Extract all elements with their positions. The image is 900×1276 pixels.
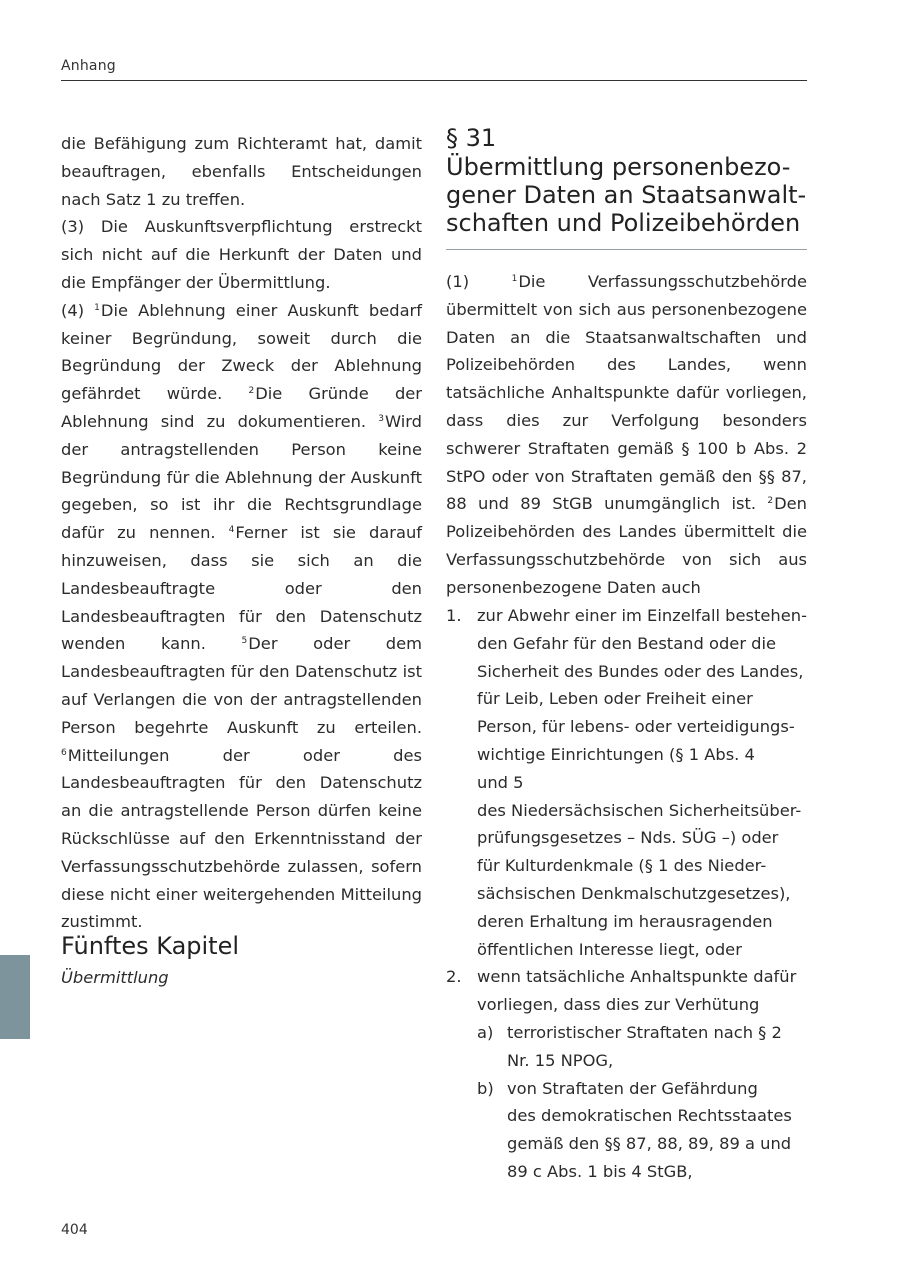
sub-list-item-line: gemäß den §§ 87, 88, 89, 89 a und [507,1134,792,1154]
list-item-line: wenn tatsächliche Anhaltspunkte dafür [477,967,797,987]
list-item-line: für Kulturdenkmale (§ 1 des Nieder- [477,856,767,876]
section-rule [446,249,807,250]
sub-list-item-letter: a) [477,1022,494,1042]
list-item-line: deren Erhaltung im herausragenden [477,911,773,931]
sub-list-item-line: des demokratischen Rechtsstaates [507,1106,792,1126]
list-item-line: Person, für lebens- oder verteidigungs- [477,717,795,737]
sub-list-item [477,1019,807,1075]
list-item-line: prüfungsgesetzes – Nds. SÜG –) oder [477,828,779,848]
list-item-line: zur Abwehr einer im Einzelfall bestehen- [477,606,807,625]
list-item-number: 2. [446,967,462,987]
sub-list-item-line: 89 c Abs. 1 bis 4 StGB, [507,1161,693,1181]
list-item-number: 1. [446,606,462,625]
list-item-line: und 5 [477,772,524,792]
list-item-line: vorliegen, dass dies zur Verhütung [477,995,760,1015]
chapter-title: Fünftes Kapitel [61,932,240,960]
chapter-subtitle: Übermittlung [61,968,169,987]
list-item-line: wichtige Einrichtungen (§ 1 Abs. 4 [477,744,755,764]
chapter-thumb-tab [0,955,30,1039]
list-item-line: Sicherheit des Bundes oder des Landes, [477,661,804,681]
left-column [61,130,422,936]
list-item-line: des Niedersächsischen Sicherheitsüber- [477,800,802,820]
list-item [446,963,807,1185]
section-title-line: Übermittlung personenbezo- [446,153,791,181]
paragraph-continuation: die Befähigung zum Richteramt hat, damit beauftragen, ebenfalls Entscheidungen nach Satz 1 zu treffen. [61,134,422,209]
list-item-line: den Gefahr für den Bestand oder die [477,633,777,653]
section-title-line: schaften und Polizeibehörden [446,209,801,237]
sub-list-item [477,1075,807,1186]
list-item-line: für Leib, Leben oder Freiheit einer [477,689,753,709]
sub-list-item-line: terroristischer Straftaten nach § 2 [507,1022,782,1042]
sub-list-item-line: Nr. 15 NPOG, [507,1050,614,1070]
section-number: § 31 [446,124,497,152]
section-title-line: gener Daten an Staatsanwalt- [446,181,807,209]
section-paragraph-1: (1) $^1$Die Verfassungsschutzbehörde übermittelt von sich aus personenbezogene Daten an die Staatsanwaltschaften und Polizeibehörden des Landes, wenn tatsächliche Anhaltspunkte dafür vorliegen, dass dies zur Verfolgung besonders schwerer Straftaten gemäß § 100 b Abs. 2 StPO oder von Straftaten gemäß den §§ 87, 88 und 89 StGB unumgänglich ist. $^2$Den Polizeibehörden des Landes übermittelt die Verfassungsschutzbehörde von sich aus personenbezogene Daten auch [446,272,807,597]
header-rule [61,80,807,81]
paragraph-4: (4) $^1$Die Ablehnung einer Auskunft bedarf keiner Begründung, soweit durch die Begründung der Zweck der Ablehnung gefährdet würde. $^2$Die Gründe der Ablehnung sind zu dokumentieren. $^3$Wird der antragstellenden Person keine Begründung für die Ablehnung der Auskunft gegeben, so ist ihr die Rechtsgrundlage dafür zu nennen. $^4$Ferner ist sie darauf hinzuweisen, dass sie sich an die Landesbeauftragte oder den Landesbeauftragten für den Datenschutz wenden kann. $^5$Der oder dem Landesbeauftragten für den Datenschutz ist auf Verlangen die von der antragstellenden Person begehrte Auskunft zu erteilen. $^6$Mitteilungen der oder des Landesbeauftragten für den Datenschutz an die antragstellende Person dürfen keine Rückschlüsse auf den Erkenntnisstand der Verfassungsschutzbehörde zulassen, sofern diese nicht einer weitergehenden Mitteilung zustimmt. [61,300,423,932]
list-item [446,602,807,963]
numbered-list [446,602,807,1186]
list-item-line: öffentlichen Interesse liegt, oder [477,939,742,959]
section-title [446,153,807,237]
sub-list-item-line: von Straftaten der Gefährdung [507,1078,758,1098]
sub-list-item-letter: b) [477,1078,494,1098]
list-item-line: sächsischen Denkmalschutzgesetzes), [477,883,791,903]
running-header: Anhang [61,58,116,74]
page-number: 404 [61,1222,88,1238]
paragraph-3: (3) Die Auskunftsverpflichtung erstreckt sich nicht auf die Herkunft der Daten und die Empfänger der Übermittlung. [61,217,422,292]
